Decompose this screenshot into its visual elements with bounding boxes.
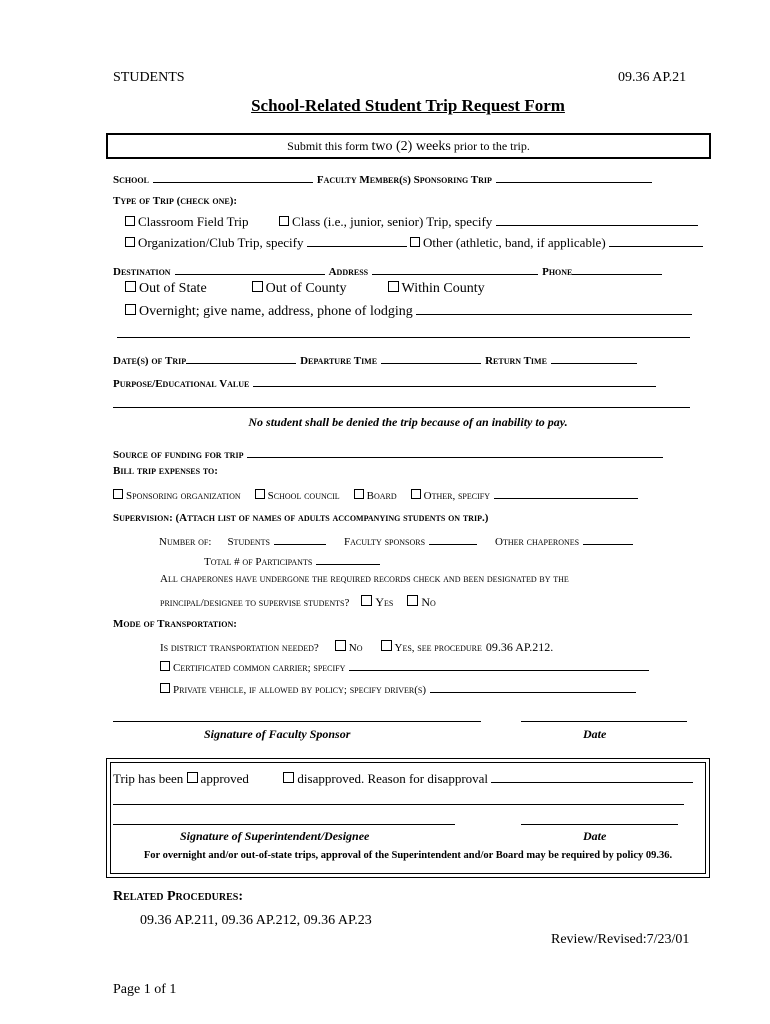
school-council-label: School council	[267, 490, 340, 502]
purpose-field[interactable]	[253, 375, 656, 387]
location-options	[125, 281, 485, 297]
records-check-yes-checkbox[interactable]	[361, 595, 372, 606]
funding-field[interactable]	[247, 446, 663, 458]
purpose-row	[113, 374, 656, 392]
disapproved-checkbox[interactable]	[283, 772, 294, 783]
within-county-checkbox[interactable]	[388, 281, 399, 292]
destination-label: Destination	[113, 266, 171, 278]
common-carrier-label: Certificated common carrier; specify	[173, 662, 346, 674]
sponsoring-organization-label: Sponsoring organization	[126, 490, 241, 502]
disapproved-label: disapproved. Reason for disapproval	[297, 771, 489, 786]
other-funding-checkbox[interactable]	[411, 489, 421, 499]
related-procedures-list: 09.36 AP.211, 09.36 AP.212, 09.36 AP.23	[140, 913, 372, 928]
header-section-label: STUDENTS	[113, 70, 185, 85]
other-funding-label: Other, specify	[423, 490, 490, 502]
number-of-label: Number of:	[159, 536, 212, 548]
class-trip-checkbox[interactable]	[279, 216, 289, 226]
faculty-sponsor-signature-line[interactable]	[113, 721, 481, 722]
superintendent-date-line[interactable]	[521, 824, 678, 825]
school-row	[113, 170, 652, 188]
disapproval-reason-continuation-line[interactable]	[113, 804, 684, 805]
other-chaperones-label: Other chaperones	[495, 536, 580, 548]
destination-field[interactable]	[175, 263, 325, 275]
out-of-state-label: Out of State	[139, 281, 207, 296]
district-transport-yes-label: Yes, see procedure	[394, 642, 482, 654]
purpose-label: Purpose/Educational Value	[113, 378, 250, 390]
within-county-label: Within County	[401, 281, 485, 296]
approved-label: approved	[200, 771, 249, 786]
district-transport-question: Is district transportation needed?	[160, 642, 319, 654]
records-check-no-checkbox[interactable]	[407, 595, 418, 606]
common-carrier-field[interactable]	[349, 659, 649, 671]
records-check-row	[160, 593, 436, 611]
faculty-sponsor-date-line[interactable]	[521, 721, 687, 722]
approved-checkbox[interactable]	[187, 772, 198, 783]
out-of-state-checkbox[interactable]	[125, 281, 136, 292]
trip-type-row-2	[125, 235, 703, 251]
supervision-label: Supervision: (Attach list of names of adults accompanying students on trip.)	[113, 512, 489, 524]
school-field[interactable]	[153, 171, 313, 183]
district-transport-yes-checkbox[interactable]	[381, 640, 392, 651]
approval-row	[113, 771, 693, 787]
address-field[interactable]	[372, 263, 538, 275]
other-chaperones-count-field[interactable]	[583, 533, 633, 545]
board-label: Board	[366, 490, 397, 502]
records-check-statement-2: principal/designee to supervise students?	[160, 597, 350, 609]
trip-type-label: Type of Trip (check one):	[113, 195, 238, 207]
private-vehicle-checkbox[interactable]	[160, 683, 170, 693]
students-label: Students	[227, 536, 270, 548]
organization-trip-checkbox[interactable]	[125, 237, 135, 247]
faculty-label: Faculty Member(s) Sponsoring Trip	[316, 174, 492, 186]
records-check-statement-1: All chaperones have undergone the required records check and been designated by the	[160, 573, 569, 585]
disapproval-reason-field[interactable]	[491, 771, 693, 783]
other-trip-checkbox[interactable]	[410, 237, 420, 247]
trip-type-row-1	[125, 214, 698, 230]
district-transport-row	[160, 638, 553, 656]
students-count-field[interactable]	[274, 533, 326, 545]
school-council-checkbox[interactable]	[255, 489, 265, 499]
school-label: School	[113, 174, 149, 186]
district-transport-no-checkbox[interactable]	[335, 640, 346, 651]
other-funding-field[interactable]	[494, 487, 638, 499]
private-vehicle-drivers-field[interactable]	[430, 681, 636, 693]
return-time-field[interactable]	[551, 352, 637, 364]
related-procedures-label: Related Procedures:	[113, 889, 243, 904]
page-number: Page 1 of 1	[113, 982, 177, 997]
faculty-sponsors-count-field[interactable]	[429, 533, 477, 545]
records-check-no-label: No	[421, 595, 436, 609]
other-trip-field[interactable]	[609, 235, 703, 247]
destination-row	[113, 262, 662, 280]
overnight-checkbox[interactable]	[125, 304, 136, 315]
phone-field[interactable]	[572, 263, 662, 275]
approval-policy-note: For overnight and/or out-of-state trips, approval of the Superintendent and/or Board may be required by policy 09.36.	[143, 850, 673, 861]
faculty-sponsors-label: Faculty sponsors	[344, 536, 426, 548]
overnight-row	[125, 303, 692, 320]
records-check-yes-label: Yes	[375, 595, 394, 609]
bill-label: Bill trip expenses to:	[113, 465, 218, 477]
address-label: Address	[328, 266, 369, 278]
funding-row	[113, 445, 663, 463]
header-document-code: 09.36 AP.21	[618, 70, 687, 85]
private-vehicle-row	[160, 680, 636, 698]
sponsoring-organization-checkbox[interactable]	[113, 489, 123, 499]
bill-options	[113, 486, 638, 504]
classroom-field-trip-label: Classroom Field Trip	[138, 214, 249, 229]
total-participants-field[interactable]	[316, 553, 380, 565]
faculty-sponsor-date-label: Date	[583, 727, 607, 741]
out-of-county-label: Out of County	[265, 281, 347, 296]
total-row	[204, 552, 380, 570]
funding-label: Source of funding for trip	[113, 449, 244, 461]
trip-has-been-label: Trip has been	[113, 771, 184, 786]
transportation-label: Mode of Transportation:	[113, 618, 237, 630]
lodging-field[interactable]	[416, 303, 692, 315]
organization-specify-field[interactable]	[307, 235, 407, 247]
submission-notice: Submit this form two (2) weeks prior to the trip.	[106, 133, 711, 159]
participants-row	[159, 532, 633, 550]
carrier-row	[160, 658, 649, 676]
board-checkbox[interactable]	[354, 489, 364, 499]
lodging-continuation-line[interactable]	[117, 337, 690, 338]
phone-label: Phone	[542, 266, 573, 278]
procedure-reference: 09.36 AP.212.	[485, 640, 554, 654]
return-time-label: Return Time	[485, 355, 547, 367]
dates-row	[113, 351, 637, 369]
departure-time-field[interactable]	[381, 352, 481, 364]
purpose-continuation-line[interactable]	[113, 407, 690, 408]
private-vehicle-label: Private vehicle, if allowed by policy; specify driver(s)	[173, 684, 427, 696]
other-trip-label: Other (athletic, band, if applicable)	[423, 235, 606, 250]
superintendent-date-label: Date	[583, 829, 607, 843]
departure-time-label: Departure Time	[300, 355, 378, 367]
common-carrier-checkbox[interactable]	[160, 661, 170, 671]
classroom-field-trip-checkbox[interactable]	[125, 216, 135, 226]
page-title: School-Related Student Trip Request Form	[251, 96, 565, 115]
faculty-field[interactable]	[496, 171, 652, 183]
trip-dates-field[interactable]	[186, 352, 296, 364]
no-denial-statement: No student shall be denied the trip because of an inability to pay.	[248, 415, 568, 429]
overnight-label: Overnight; give name, address, phone of lodging	[139, 304, 413, 319]
out-of-county-checkbox[interactable]	[252, 281, 263, 292]
revision-date: Review/Revised:7/23/01	[551, 932, 690, 947]
faculty-sponsor-signature-label: Signature of Faculty Sponsor	[204, 727, 351, 741]
class-trip-label: Class (i.e., junior, senior) Trip, specify	[292, 214, 493, 229]
district-transport-no-label: No	[348, 642, 363, 654]
total-participants-label: Total # of Participants	[204, 556, 313, 568]
trip-dates-label: Date(s) of Trip	[113, 355, 187, 367]
organization-trip-label: Organization/Club Trip, specify	[138, 235, 304, 250]
class-trip-specify-field[interactable]	[496, 214, 698, 226]
superintendent-signature-label: Signature of Superintendent/Designee	[180, 829, 370, 843]
superintendent-signature-line[interactable]	[113, 824, 455, 825]
